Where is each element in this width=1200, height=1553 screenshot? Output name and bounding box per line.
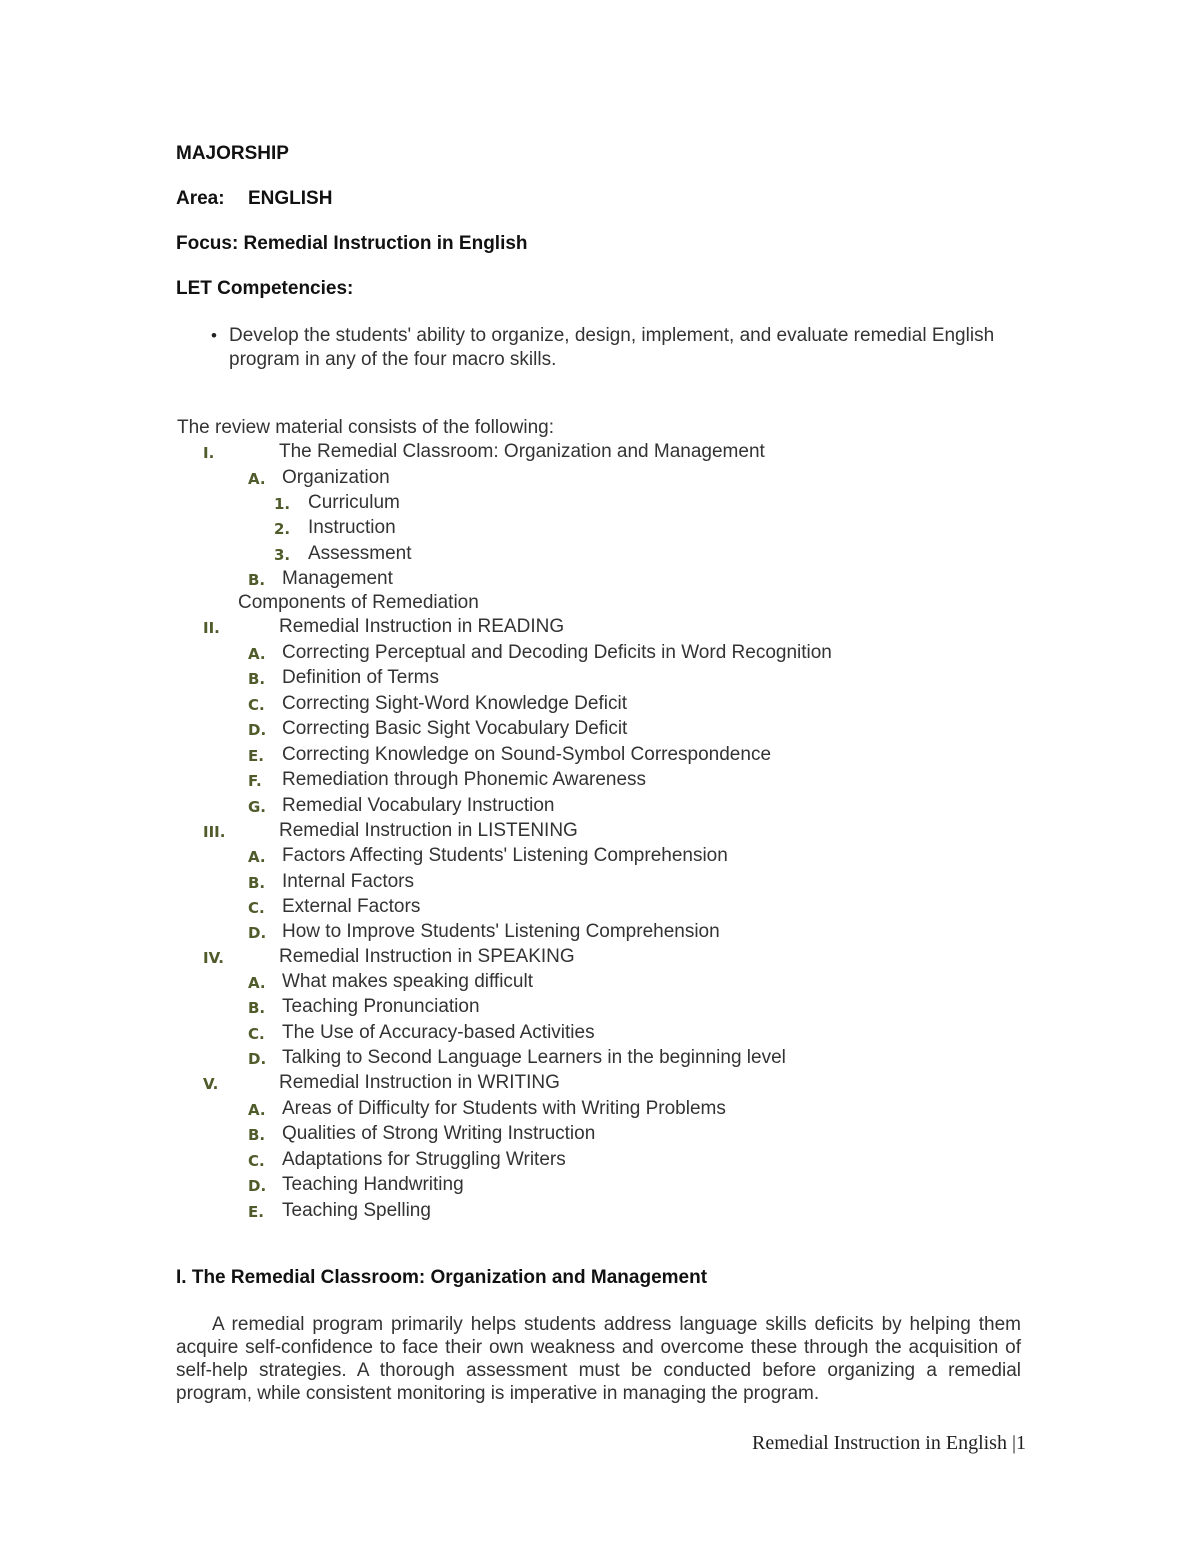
section-number: I.: [203, 444, 215, 462]
area-label: Area:: [176, 188, 225, 209]
item-text: Organization: [282, 467, 390, 488]
section-title: The Remedial Classroom: Organization and Management: [279, 441, 765, 462]
section-title: Remedial Instruction in WRITING: [279, 1072, 560, 1093]
item-text: Teaching Handwriting: [282, 1174, 464, 1195]
page-footer: Remedial Instruction in English |1: [752, 1432, 1026, 1454]
item-letter: D.: [248, 1050, 267, 1068]
components-label: Components of Remediation: [238, 592, 479, 613]
section-title: Remedial Instruction in LISTENING: [279, 820, 578, 841]
item-text: Correcting Perceptual and Decoding Deficits in Word Recognition: [282, 642, 832, 663]
majorship-heading: MAJORSHIP: [176, 143, 289, 164]
item-letter: F.: [248, 772, 262, 790]
item-text: Talking to Second Language Learners in the beginning level: [282, 1047, 786, 1068]
competency-line-2: program in any of the four macro skills.: [229, 349, 557, 370]
item-text: Teaching Pronunciation: [282, 996, 480, 1017]
section-number: V.: [203, 1075, 219, 1093]
item-number: 3.: [274, 546, 291, 564]
item-letter: B.: [248, 571, 266, 589]
item-text: Instruction: [308, 517, 396, 538]
item-letter: G.: [248, 798, 267, 816]
area-value: ENGLISH: [248, 188, 333, 209]
item-letter: B.: [248, 874, 266, 892]
item-letter: D.: [248, 1177, 267, 1195]
item-text: External Factors: [282, 896, 421, 917]
item-text: Factors Affecting Students' Listening Comprehension: [282, 845, 728, 866]
item-letter: C.: [248, 1025, 265, 1043]
section-heading: I. The Remedial Classroom: Organization and Management: [176, 1267, 708, 1288]
item-text: What makes speaking difficult: [282, 971, 533, 992]
item-number: 1.: [274, 495, 291, 513]
focus-heading: Focus: Remedial Instruction in English: [176, 233, 528, 254]
item-letter: A.: [248, 645, 266, 663]
item-text: Internal Factors: [282, 871, 414, 892]
item-letter: A.: [248, 848, 266, 866]
competencies-heading: LET Competencies:: [176, 278, 354, 299]
bullet-icon: •: [211, 326, 217, 345]
item-text: Correcting Knowledge on Sound-Symbol Correspondence: [282, 744, 772, 765]
item-letter: C.: [248, 899, 265, 917]
item-text: Remedial Vocabulary Instruction: [282, 795, 555, 816]
item-letter: D.: [248, 721, 267, 739]
section-title: Remedial Instruction in READING: [279, 616, 565, 637]
item-text: Teaching Spelling: [282, 1200, 431, 1221]
item-text: Definition of Terms: [282, 667, 439, 688]
section-paragraph: A remedial program primarily helps students address language skills deficits by helping them acquire self-confidence to face their own weakness and overcome these through the acquisition of self-help strategies. A thorough assessment must be conducted before organizing a remedial program, while consistent monitoring is imperative in managing the program.: [176, 1314, 1021, 1404]
section-title: Remedial Instruction in SPEAKING: [279, 946, 575, 967]
item-letter: A.: [248, 974, 266, 992]
item-letter: B.: [248, 1126, 266, 1144]
item-letter: A.: [248, 1101, 266, 1119]
item-text: The Use of Accuracy-based Activities: [282, 1022, 595, 1043]
item-text: Areas of Difficulty for Students with Writing Problems: [282, 1098, 726, 1119]
item-letter: D.: [248, 924, 267, 942]
contents-intro: The review material consists of the following:: [177, 417, 554, 438]
item-letter: E.: [248, 1203, 264, 1221]
item-letter: C.: [248, 696, 265, 714]
item-text: Qualities of Strong Writing Instruction: [282, 1123, 596, 1144]
section-number: III.: [203, 823, 226, 841]
item-text: Correcting Basic Sight Vocabulary Deficit: [282, 718, 628, 739]
item-letter: B.: [248, 670, 266, 688]
item-letter: E.: [248, 747, 264, 765]
item-letter: B.: [248, 999, 266, 1017]
competency-line-1: Develop the students' ability to organize, design, implement, and evaluate remedial English: [229, 325, 995, 346]
item-text: Remediation through Phonemic Awareness: [282, 769, 647, 790]
item-text: How to Improve Students' Listening Comprehension: [282, 921, 720, 942]
section-number: II.: [203, 619, 220, 637]
item-text: Correcting Sight-Word Knowledge Deficit: [282, 693, 627, 714]
item-text: Management: [282, 568, 393, 589]
section-number: IV.: [203, 949, 224, 967]
item-text: Curriculum: [308, 492, 400, 513]
item-letter: A.: [248, 470, 266, 488]
item-number: 2.: [274, 520, 291, 538]
item-letter: C.: [248, 1152, 265, 1170]
item-text: Assessment: [308, 543, 412, 564]
item-text: Adaptations for Struggling Writers: [282, 1149, 566, 1170]
